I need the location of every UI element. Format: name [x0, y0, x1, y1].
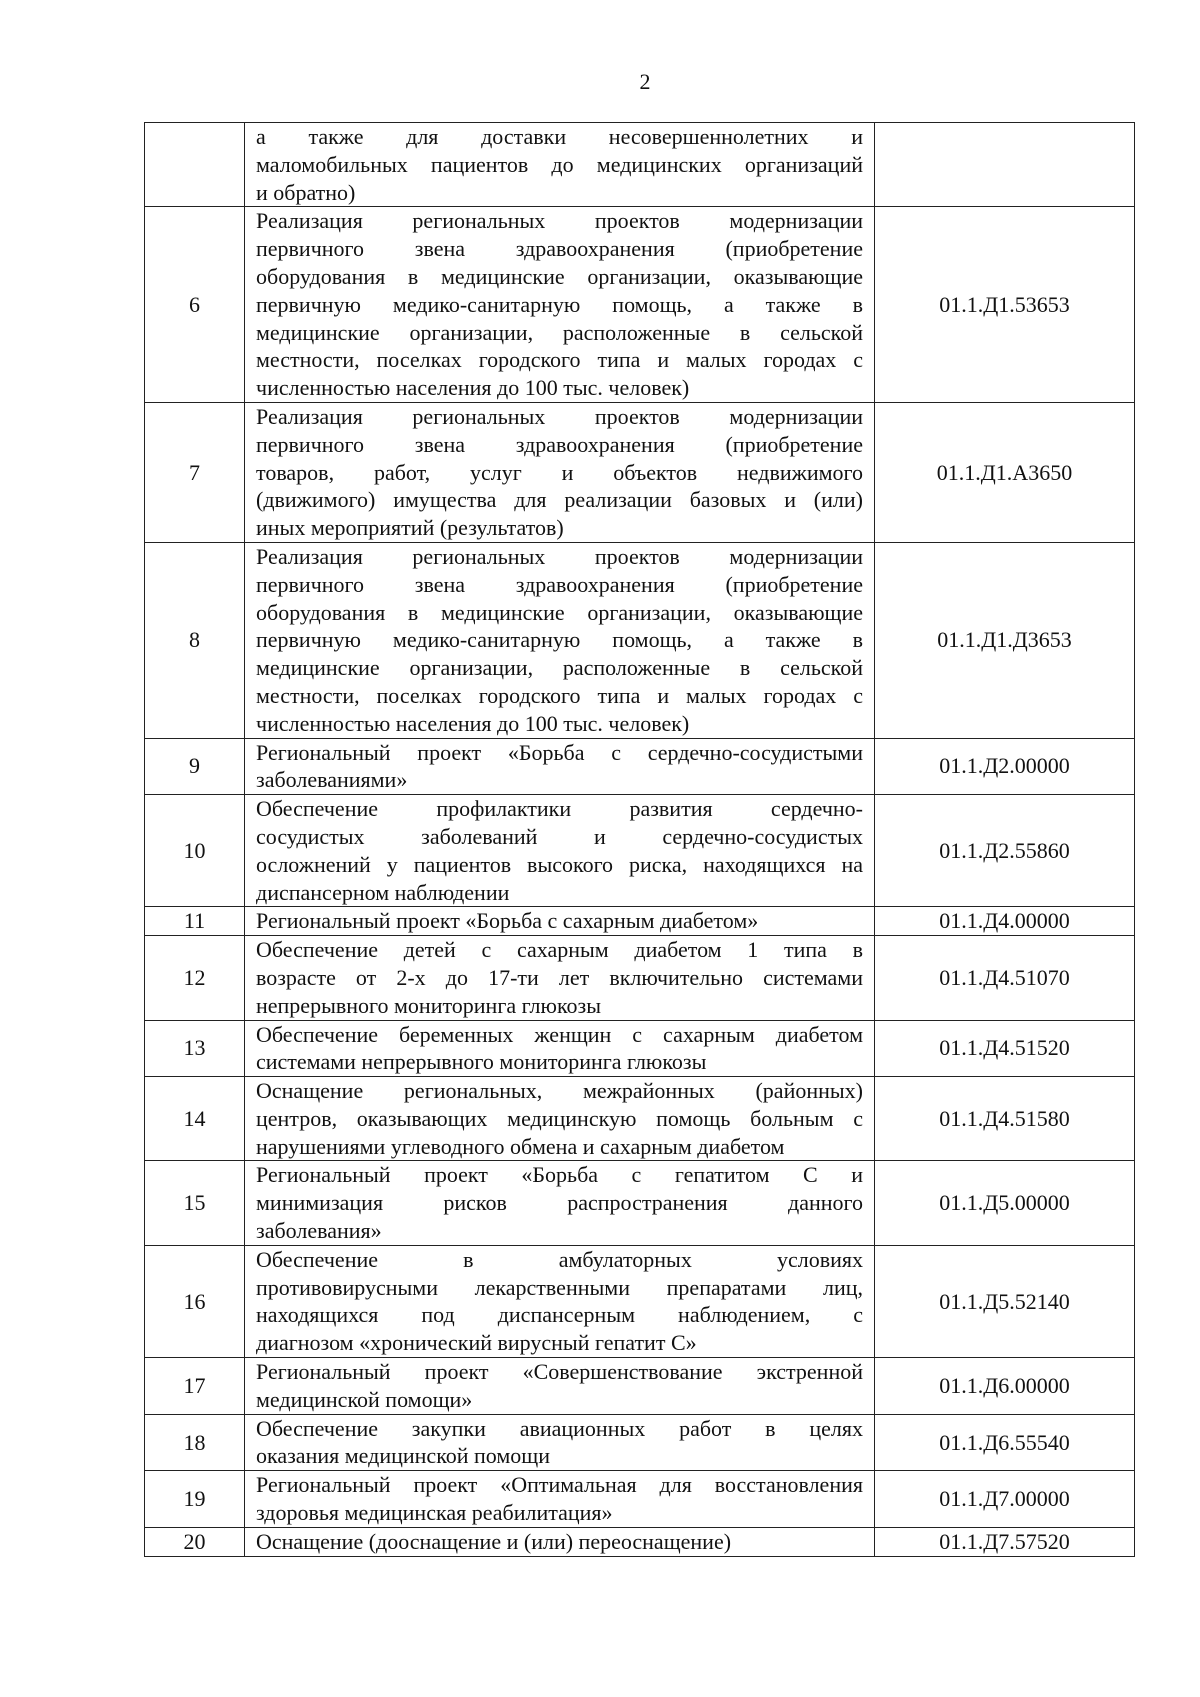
row-number-cell: 14: [145, 1077, 245, 1161]
row-name-line: осложнений у пациентов высокого риска, находящихся на: [256, 851, 863, 877]
row-name-cell: [245, 907, 875, 936]
table-row: [145, 1020, 1135, 1077]
row-name-cell: [245, 1077, 875, 1161]
row-name-line: оборудования в медицинские организации, оказывающие: [256, 263, 863, 289]
row-name-line: местности, поселках городского типа и малых городах с: [256, 682, 863, 708]
row-number-cell: 19: [145, 1471, 245, 1528]
row-code-cell: 01.1.Д5.00000: [875, 1161, 1135, 1245]
table-row: [145, 907, 1135, 936]
row-number-cell: 18: [145, 1414, 245, 1471]
row-name-line: диспансерном наблюдении: [256, 879, 510, 905]
row-code-cell: 01.1.Д2.00000: [875, 738, 1135, 795]
table-row: [145, 1161, 1135, 1245]
row-code-cell: [875, 123, 1135, 207]
row-name-line: местности, поселках городского типа и малых городах с: [256, 347, 863, 373]
row-number-cell: 13: [145, 1020, 245, 1077]
row-name-line: первичного звена здравоохранения (приобретение: [256, 571, 863, 597]
row-name-line: первичного звена здравоохранения (приобретение: [256, 236, 863, 262]
row-name-line: численностью населения до 100 тыс. человек): [256, 375, 690, 401]
row-code-cell: 01.1.Д4.51070: [875, 936, 1135, 1020]
row-name-line: медицинские организации, расположенные в сельской: [256, 319, 863, 345]
row-number-cell: 9: [145, 738, 245, 795]
row-code-cell: 01.1.Д1.53653: [875, 207, 1135, 403]
row-name-line: а также для доставки несовершеннолетних и: [256, 124, 863, 149]
row-code-cell: 01.1.Д7.57520: [875, 1527, 1135, 1556]
table-row: [145, 207, 1135, 403]
row-name-line: Оснащение региональных, межрайонных (районных): [256, 1078, 863, 1104]
row-name-line: Региональный проект «Борьба с гепатитом С и: [256, 1162, 863, 1188]
row-name-cell: [245, 1245, 875, 1357]
row-name-line: Региональный проект «Совершенствование экстренной: [256, 1359, 863, 1385]
row-code-cell: 01.1.Д7.00000: [875, 1471, 1135, 1528]
row-name-line: центров, оказывающих медицинскую помощь больным с: [256, 1105, 863, 1131]
row-name-line: Региональный проект «Борьба с сахарным диабетом»: [256, 908, 759, 934]
budget-classification-table: [144, 122, 1135, 1557]
row-code-cell: 01.1.Д1.Д3653: [875, 542, 1135, 738]
row-name-cell: [245, 1020, 875, 1077]
row-name-line: и обратно): [256, 179, 356, 205]
row-name-cell: [245, 1471, 875, 1528]
row-code-cell: 01.1.Д4.51520: [875, 1020, 1135, 1077]
row-name-cell: [245, 1358, 875, 1415]
row-name-line: Обеспечение закупки авиационных работ в целях: [256, 1415, 863, 1441]
row-number-cell: 6: [145, 207, 245, 403]
table-row: [145, 1358, 1135, 1415]
row-name-line: системами непрерывного мониторинга глюкозы: [256, 1049, 707, 1075]
table-row: [145, 402, 1135, 542]
row-name-line: Реализация региональных проектов модернизации: [256, 543, 863, 569]
row-name-line: Обеспечение детей с сахарным диабетом 1 типа в: [256, 937, 863, 963]
row-name-cell: [245, 207, 875, 403]
row-name-cell: [245, 738, 875, 795]
row-name-cell: [245, 795, 875, 907]
row-name-cell: [245, 1161, 875, 1245]
table-row: [145, 936, 1135, 1020]
row-name-line: маломобильных пациентов до медицинских организаций: [256, 151, 863, 177]
row-code-cell: 01.1.Д1.А3650: [875, 402, 1135, 542]
row-number-cell: 15: [145, 1161, 245, 1245]
row-name-cell: [245, 1414, 875, 1471]
row-name-line: сосудистых заболеваний и сердечно-сосудистых: [256, 823, 863, 849]
table-row: [145, 542, 1135, 738]
row-name-line: (движимого) имущества для реализации базовых и (или): [256, 487, 863, 513]
row-name-cell: [245, 936, 875, 1020]
row-name-line: Реализация региональных проектов модернизации: [256, 208, 863, 234]
row-name-cell: [245, 542, 875, 738]
row-name-line: первичную медико-санитарную помощь, а также в: [256, 627, 863, 653]
row-name-line: оказания медицинской помощи: [256, 1443, 551, 1469]
row-name-line: заболевания»: [256, 1218, 382, 1244]
row-name-line: нарушениями углеводного обмена и сахарным диабетом: [256, 1133, 785, 1159]
table-row: [145, 1414, 1135, 1471]
row-number-cell: 12: [145, 936, 245, 1020]
row-name-line: Реализация региональных проектов модернизации: [256, 403, 863, 429]
table-row: [145, 1471, 1135, 1528]
row-name-cell: [245, 1527, 875, 1556]
row-code-cell: 01.1.Д4.51580: [875, 1077, 1135, 1161]
row-name-line: оборудования в медицинские организации, оказывающие: [256, 599, 863, 625]
row-name-line: Региональный проект «Борьба с сердечно-сосудистыми: [256, 739, 863, 765]
row-name-line: товаров, работ, услуг и объектов недвижимого: [256, 459, 863, 485]
table-row: [145, 1077, 1135, 1161]
row-number-cell: 16: [145, 1245, 245, 1357]
page-number: 2: [639, 69, 651, 94]
row-name-line: медицинской помощи»: [256, 1386, 473, 1412]
row-number-cell: [145, 123, 245, 207]
row-name-line: первичного звена здравоохранения (приобретение: [256, 431, 863, 457]
row-number-cell: 20: [145, 1527, 245, 1556]
row-number-cell: 10: [145, 795, 245, 907]
row-code-cell: 01.1.Д6.00000: [875, 1358, 1135, 1415]
row-name-line: первичную медико-санитарную помощь, а также в: [256, 291, 863, 317]
row-name-line: возрасте от 2-х до 17-ти лет включительно системами: [256, 964, 863, 990]
row-name-line: непрерывного мониторинга глюкозы: [256, 992, 601, 1018]
row-name-cell: [245, 123, 875, 207]
table-body: [145, 123, 1135, 1557]
row-number-cell: 11: [145, 907, 245, 936]
table-row: [145, 795, 1135, 907]
row-name-cell: [245, 402, 875, 542]
row-name-line: Региональный проект «Оптимальная для восстановления: [256, 1472, 863, 1498]
row-number-cell: 17: [145, 1358, 245, 1415]
row-name-line: Обеспечение беременных женщин с сахарным диабетом: [256, 1021, 863, 1047]
row-name-line: Обеспечение профилактики развития сердечно-: [256, 796, 863, 822]
row-name-line: находящихся под диспансерным наблюдением, с: [256, 1302, 863, 1328]
row-name-line: Обеспечение в амбулаторных условиях: [256, 1246, 863, 1272]
row-name-line: заболеваниями»: [256, 767, 408, 793]
row-name-line: численностью населения до 100 тыс. человек): [256, 710, 690, 736]
table-row: [145, 1527, 1135, 1556]
row-name-line: здоровья медицинская реабилитация»: [256, 1500, 613, 1526]
row-name-line: медицинские организации, расположенные в сельской: [256, 655, 863, 681]
row-name-line: противовирусными лекарственными препаратами лиц,: [256, 1274, 863, 1300]
row-name-line: диагнозом «хронический вирусный гепатит С»: [256, 1330, 697, 1356]
table-row: [145, 1245, 1135, 1357]
row-code-cell: 01.1.Д4.00000: [875, 907, 1135, 936]
row-code-cell: 01.1.Д5.52140: [875, 1245, 1135, 1357]
row-code-cell: 01.1.Д2.55860: [875, 795, 1135, 907]
table-row: [145, 123, 1135, 207]
row-name-line: Оснащение (дооснащение и (или) переоснащение): [256, 1528, 732, 1554]
row-number-cell: 8: [145, 542, 245, 738]
table-row: [145, 738, 1135, 795]
row-code-cell: 01.1.Д6.55540: [875, 1414, 1135, 1471]
row-number-cell: 7: [145, 402, 245, 542]
row-name-line: иных мероприятий (результатов): [256, 515, 564, 541]
row-name-line: минимизация рисков распространения данного: [256, 1190, 863, 1216]
